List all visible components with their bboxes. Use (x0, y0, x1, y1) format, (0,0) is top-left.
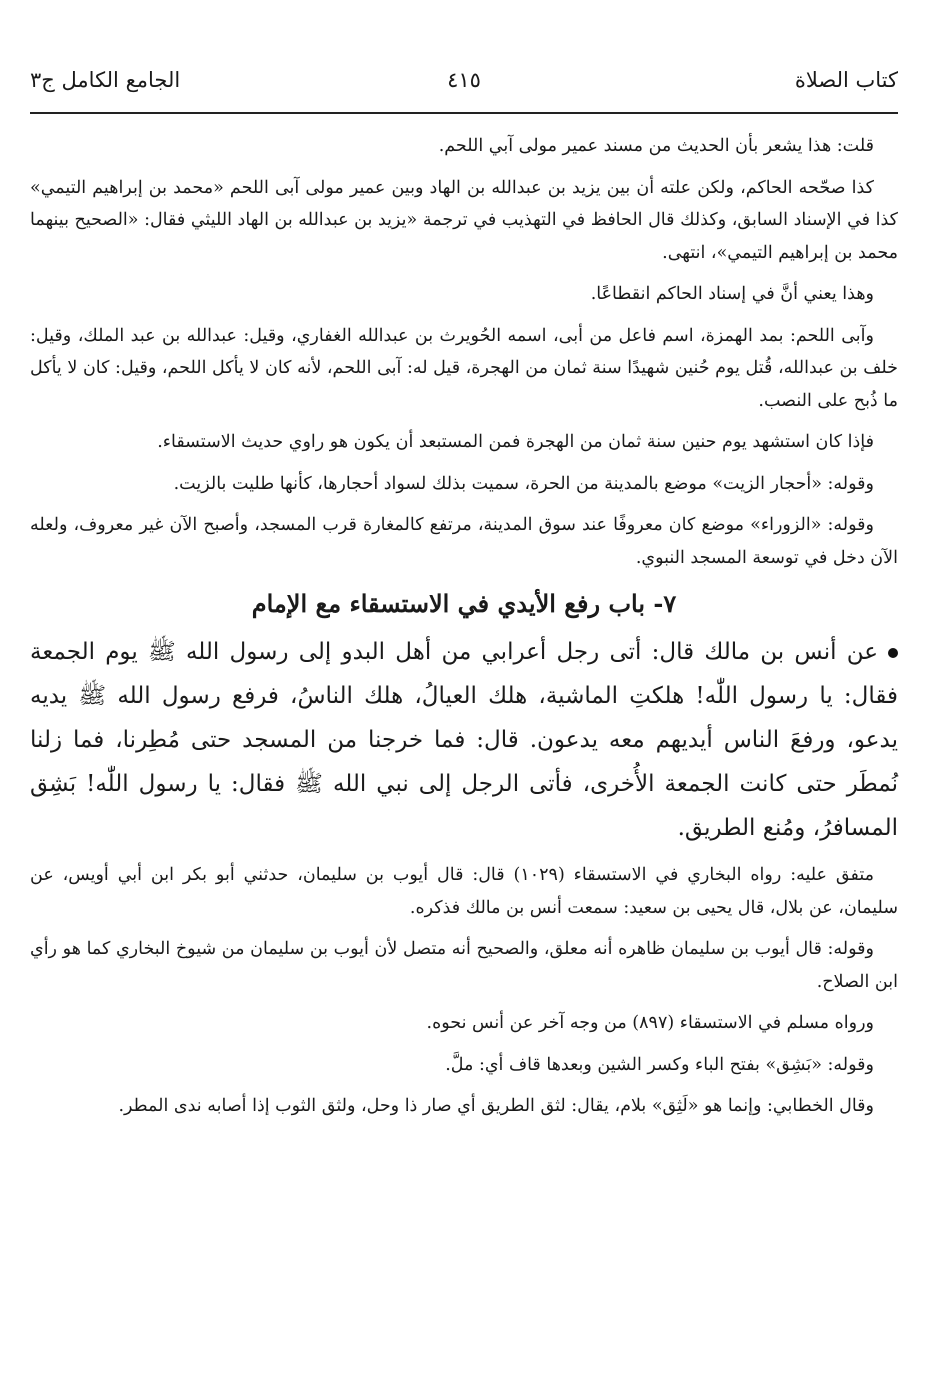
paragraph: وقوله: «بَشِق» بفتح الباء وكسر الشين وبعدها قاف أي: ملَّ. (445, 1054, 874, 1075)
paragraph: وقال الخطابي: وإنما هو «لَثِق» بلام، يقال: لثق الطريق أي صار ذا وحل، ولثق الثوب إذا أصابه ندى المطر. (118, 1096, 874, 1116)
paragraph: وقوله: قال أيوب بن سليمان ظاهره أنه معلق، والصحيح أنه متصل لأن أيوب بن سليمان من شيوخ البخاري كما هو رأي ابن الصلاح. (30, 939, 898, 992)
paragraph: ورواه مسلم في الاستسقاء (٨٩٧) من وجه آخر عن أنس نحوه. (426, 1013, 874, 1033)
paragraph: قلت: هذا يشعر بأن الحديث من مسند عمير مولى آبي اللحم. (438, 136, 874, 156)
paragraph: متفق عليه: رواه البخاري في الاستسقاء (١٠٢٩) قال: قال أيوب بن سليمان، حدثني أبو بكر ابن أبي أويس، عن سليمان، عن بلال، قال يحيى بن سعيد: سمعت أنس بن مالك فذكره. (30, 865, 898, 918)
paragraph: وآبى اللحم: بمد الهمزة، اسم فاعل من أبى، اسمه الحُويرث بن عبدالله الغفاري، وقيل: عبدالله بن عبد الملك، وقيل: خلف بن عبدالله، قُتل يوم حُنين شهيدًا سنة ثمان من الهجرة، قيل له: آبى اللحم، لأنه كان لا يأكل اللحم، وقيل: كان لا يأكل ما ذُبح على النصب. (30, 325, 898, 411)
paragraph: وهذا يعني أنَّ في إسناد الحاكم انقطاعًا. (590, 284, 874, 304)
header-rule (30, 112, 898, 114)
hadith-text (30, 630, 898, 850)
paragraph: فإذا كان استشهد يوم حنين سنة ثمان من الهجرة فمن المستبعد أن يكون هو راوي حديث الاستسقاء. (157, 432, 874, 452)
paragraph: وقوله: «الزوراء» موضع كان معروفًا عند سوق المدينة، مرتفع كالمغارة قرب المسجد، وأصبح الآن غير معروف، ولعله الآن دخل في توسعة المسجد النبوي. (30, 515, 898, 568)
page-header (30, 68, 898, 108)
page-number: ٤١٥ (447, 68, 481, 92)
paragraph: كذا صحّحه الحاكم، ولكن علته أن بين يزيد بن عبدالله بن الهاد وبين عمير مولى آبى اللحم «محمد بن إبراهيم التيمي» كذا في الإسناد السابق، وكذلك قال الحافظ في التهذيب في ترجمة «يزيد بن عبدالله بن الهاد الليثي فقال: «الصحيح بينهما محمد بن إبراهيم التيمي»، انتهى. (30, 177, 898, 263)
paragraph: وقوله: «أحجار الزيت» موضع بالمدينة من الحرة، سميت بذلك لسواد أحجارها، كأنها طليت بالزيت. (173, 473, 874, 494)
section-heading: ٧- باب رفع الأيدي في الاستسقاء مع الإمام (251, 589, 677, 618)
chapter-title: كتاب الصلاة (794, 68, 898, 92)
page-body (30, 130, 898, 1123)
bullet-icon (888, 648, 898, 658)
book-title: الجامع الكامل ج٣ (30, 68, 181, 92)
hadith-body: عن أنس بن مالك قال: أتى رجل أعرابي من أهل البدو إلى رسول الله ﷺ يوم الجمعة فقال: يا رسول اللّٰه! هلكتِ الماشية، هلك العيالُ، هلك الناسُ، فرفع رسول الله ﷺ يديه يدعو، ورفعَ الناس أيديهم معه يدعون. قال: فما خرجنا من المسجد حتى مُطِرنا، فما زلنا نُمطَر حتى كانت الجمعة الأُخرى، فأتى الرجل إلى نبي الله ﷺ فقال: يا رسول اللّٰه! بَشِق المسافرُ، ومُنع الطريق. (30, 639, 898, 841)
